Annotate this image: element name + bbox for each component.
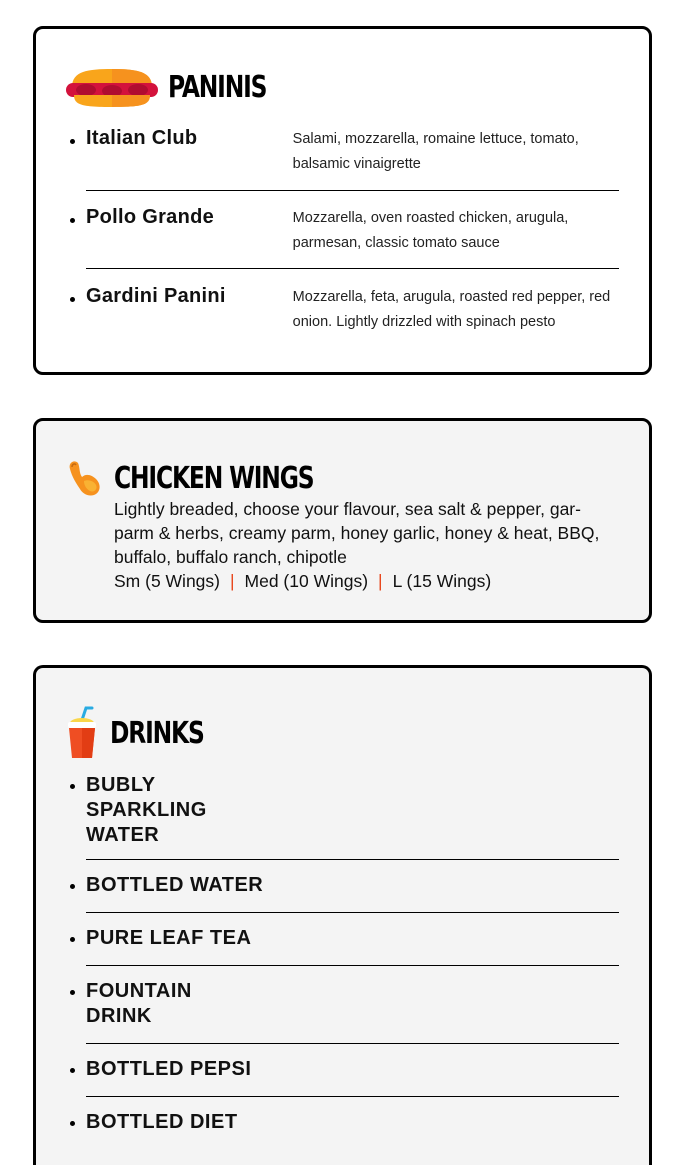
size-separator: | bbox=[229, 571, 235, 591]
drinks-header bbox=[66, 706, 230, 760]
bullet bbox=[70, 784, 75, 789]
bullet bbox=[70, 990, 75, 995]
chicken-wings-card bbox=[33, 418, 652, 623]
bullet bbox=[70, 884, 75, 889]
wings-size-small: Sm (5 Wings) bbox=[114, 571, 220, 591]
item-description: Mozzarella, oven roasted chicken, arugula, parmesan, classic tomato sauce bbox=[292, 210, 569, 251]
list-item bbox=[86, 269, 619, 339]
size-separator: | bbox=[378, 571, 383, 591]
drink-name: BOTTLED PEPSI bbox=[86, 1058, 252, 1080]
drink-name: BUBLY SPARKLING WATER bbox=[86, 774, 207, 846]
section-title-paninis: PANINIS bbox=[168, 69, 267, 105]
paninis-header bbox=[66, 65, 294, 109]
item-description: Mozzarella, feta, arugula, roasted red pepper, red onion. Lightly drizzled with spinach pesto bbox=[292, 289, 611, 330]
section-title-wings: CHICKEN WINGS bbox=[114, 460, 314, 496]
list-item bbox=[86, 860, 619, 913]
drink-name: BOTTLED DIET bbox=[86, 1111, 238, 1133]
bullet bbox=[70, 218, 75, 223]
wings-sizes bbox=[114, 569, 614, 593]
chicken-wing-icon bbox=[66, 459, 104, 497]
drinks-list bbox=[86, 771, 619, 1157]
list-item bbox=[86, 771, 619, 860]
paninis-list bbox=[86, 125, 619, 339]
list-item bbox=[86, 913, 619, 966]
wings-size-medium: Med (10 Wings) bbox=[244, 571, 369, 591]
item-name: Italian Club bbox=[86, 127, 198, 149]
drink-name: PURE LEAF TEA bbox=[86, 927, 252, 949]
drinks-card bbox=[33, 665, 652, 1165]
drink-name: FOUNTAIN DRINK bbox=[86, 980, 192, 1027]
paninis-card bbox=[33, 26, 652, 375]
item-name: Pollo Grande bbox=[86, 206, 215, 228]
section-title-drinks: DRINKS bbox=[110, 715, 204, 751]
wings-header bbox=[66, 459, 370, 497]
wings-description: Lightly breaded, choose your flavour, sea salt & pepper, gar-parm & herbs, creamy parm, honey garlic, honey & heat, BBQ, buffalo, buffalo ranch, chipotle bbox=[114, 499, 600, 567]
list-item bbox=[86, 1097, 619, 1157]
bullet bbox=[70, 297, 75, 302]
list-item bbox=[86, 966, 619, 1044]
drink-name: BOTTLED WATER bbox=[86, 874, 264, 896]
wings-size-large: L (15 Wings) bbox=[392, 571, 492, 591]
list-item bbox=[86, 191, 619, 269]
bullet bbox=[70, 139, 75, 144]
list-item bbox=[86, 1044, 619, 1097]
bullet bbox=[70, 1068, 75, 1073]
list-item bbox=[86, 125, 619, 191]
wings-details bbox=[114, 497, 614, 593]
item-name: Gardini Panini bbox=[86, 285, 226, 307]
item-description: Salami, mozzarella, romaine lettuce, tomato, balsamic vinaigrette bbox=[292, 131, 579, 172]
bullet bbox=[70, 1121, 75, 1126]
soda-cup-icon bbox=[66, 706, 98, 760]
bullet bbox=[70, 937, 75, 942]
sandwich-icon bbox=[66, 65, 158, 109]
